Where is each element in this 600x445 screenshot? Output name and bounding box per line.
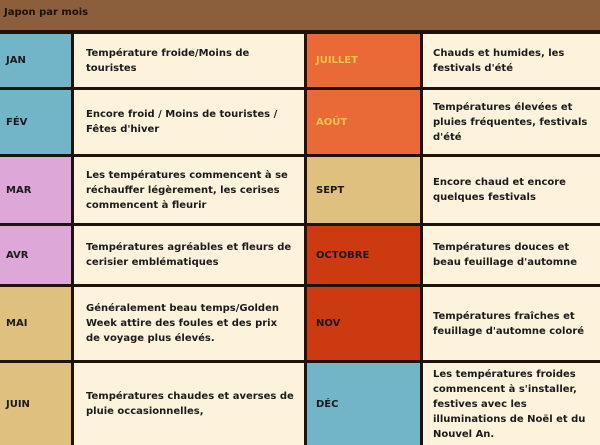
desc-nov: Températures fraîches et feuillage d'automne coloré (423, 287, 600, 360)
desc-avr: Températures agréables et fleurs de cerisier emblématiques (74, 226, 304, 284)
desc-aout: Températures élevées et pluies fréquentes, festivals d'été (423, 90, 600, 154)
month-juillet: JUILLET (307, 34, 420, 87)
month-juin: JUIN (0, 363, 71, 445)
desc-mai: Généralement beau temps/Golden Week attire des foules et des prix de voyage plus élevés. (74, 287, 304, 360)
month-avr: AVR (0, 226, 71, 284)
desc-dec: Les températures froides commencent à s'installer, festives avec les illuminations de Noël et du Nouvel An. (423, 363, 600, 445)
month-nov: NOV (307, 287, 420, 360)
table-title: Japon par mois (0, 0, 600, 30)
month-aout: AOÛT (307, 90, 420, 154)
desc-jan: Température froide/Moins de touristes (74, 34, 304, 87)
desc-sept: Encore chaud et encore quelques festivals (423, 157, 600, 223)
month-mar: MAR (0, 157, 71, 223)
desc-juillet: Chauds et humides, les festivals d'été (423, 34, 600, 87)
month-octobre: OCTOBRE (307, 226, 420, 284)
month-sept: SEPT (307, 157, 420, 223)
month-jan: JAN (0, 34, 71, 87)
desc-mar: Les températures commencent à se réchauffer légèrement, les cerises commencent à fleurir (74, 157, 304, 223)
desc-octobre: Températures douces et beau feuillage d'automne (423, 226, 600, 284)
desc-fev: Encore froid / Moins de touristes / Fêtes d'hiver (74, 90, 304, 154)
month-dec: DÉC (307, 363, 420, 445)
month-mai: MAI (0, 287, 71, 360)
month-fev: FÉV (0, 90, 71, 154)
desc-juin: Températures chaudes et averses de pluie occasionnelles, (74, 363, 304, 445)
